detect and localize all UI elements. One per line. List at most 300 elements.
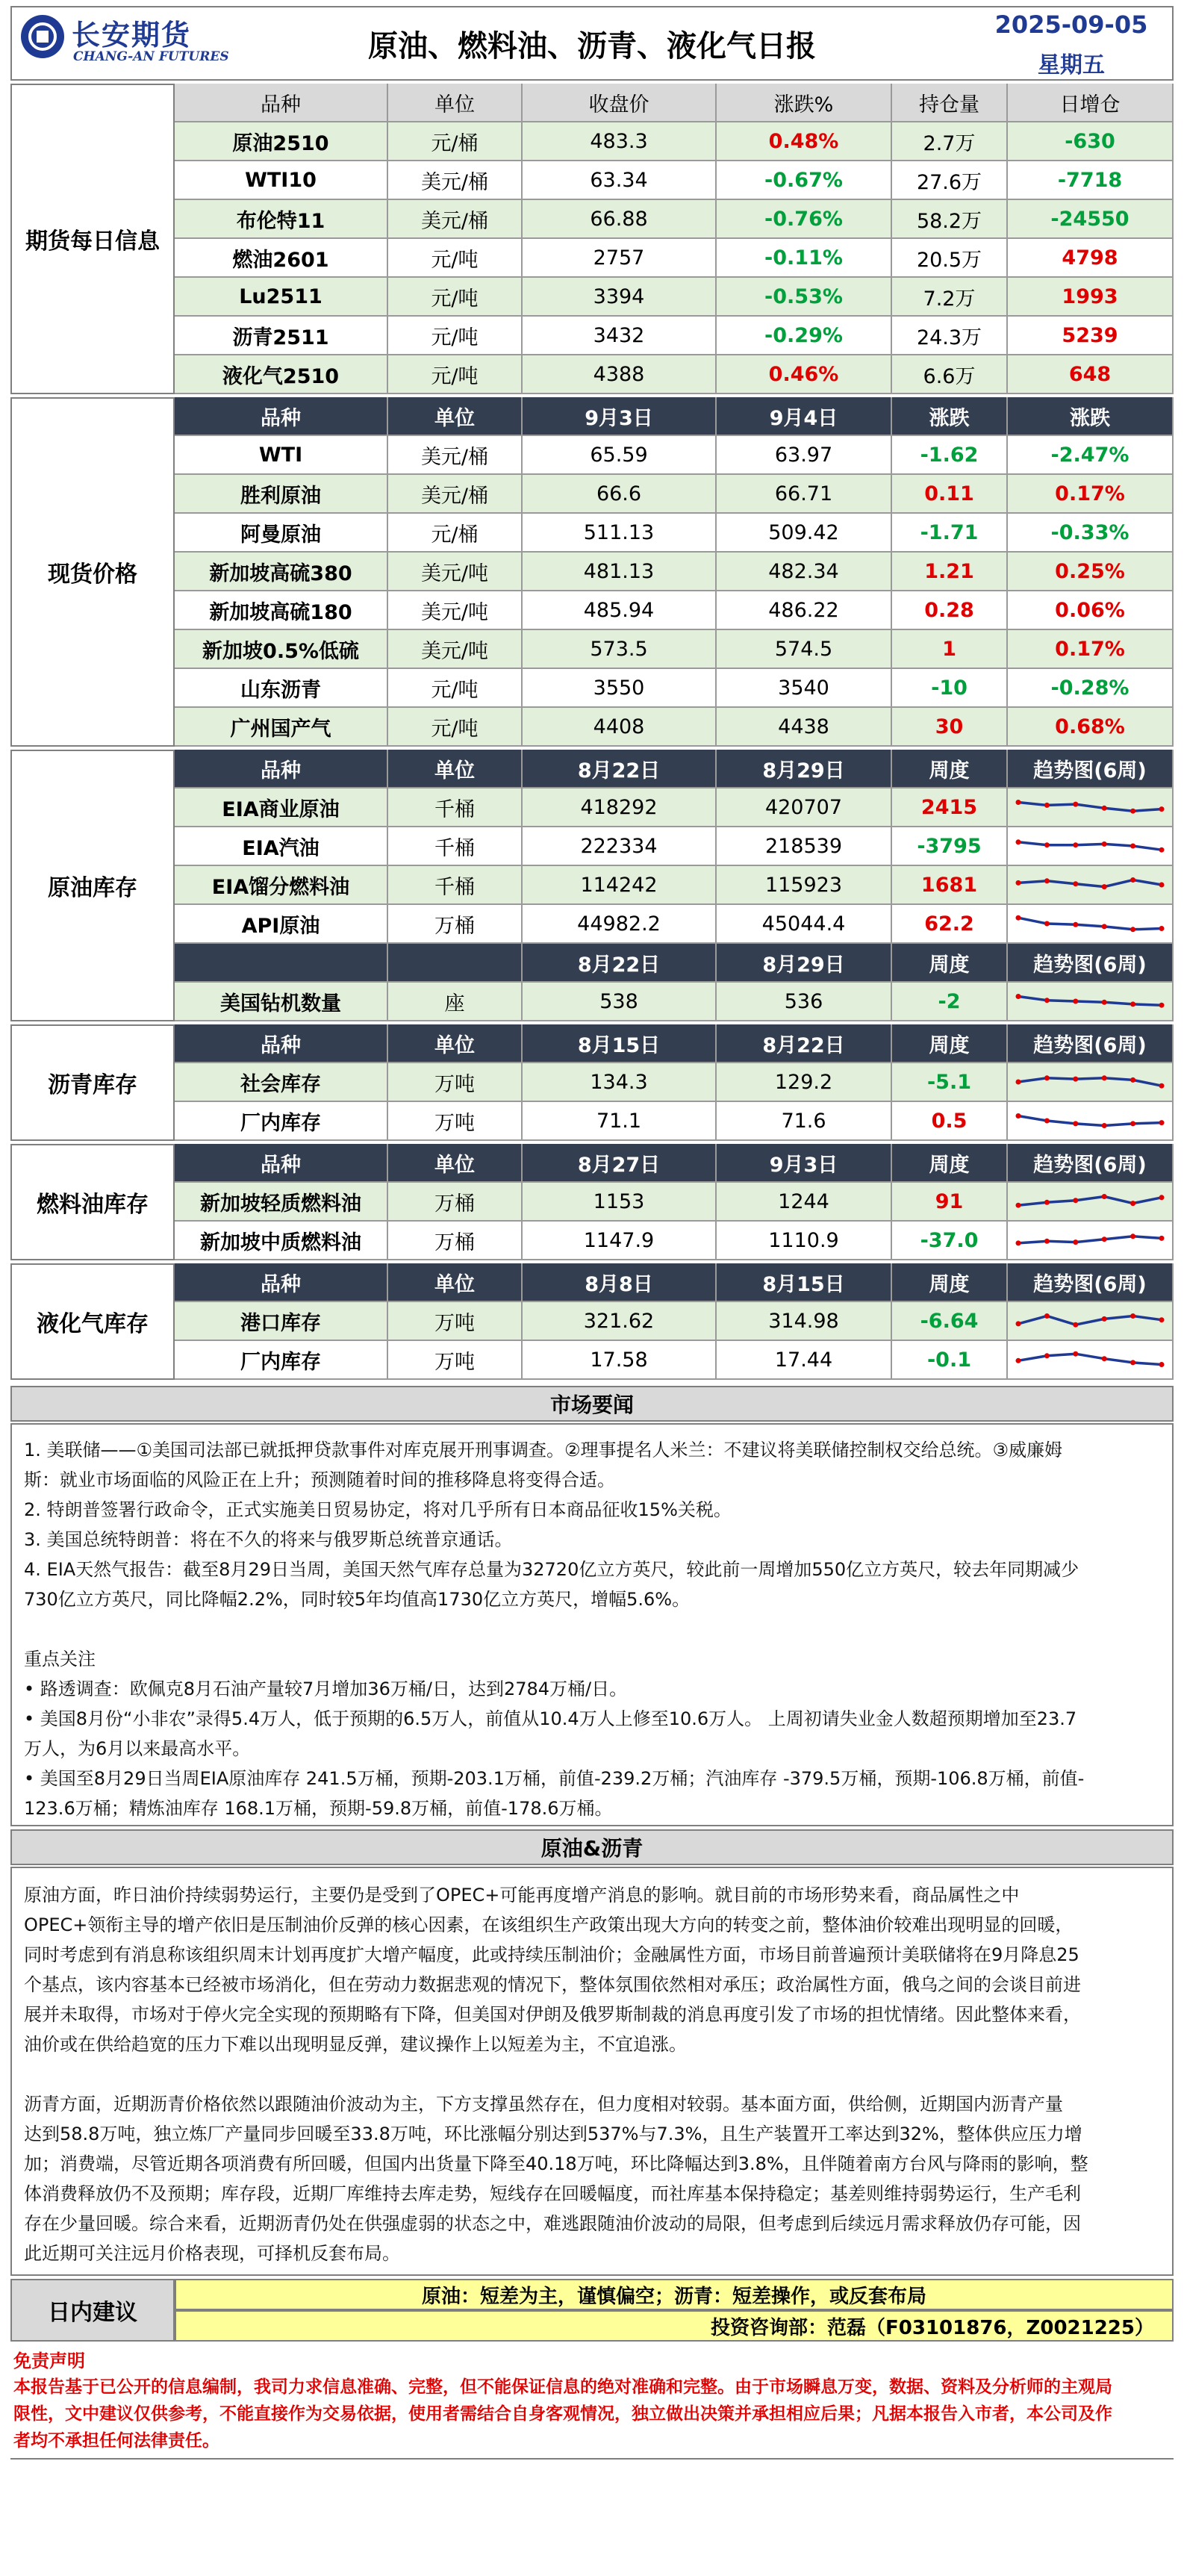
lpg-inventory-section-label: 液化气库存 bbox=[10, 1263, 175, 1380]
spot-row-change: -10 bbox=[892, 669, 1008, 708]
sparkline-point bbox=[1016, 915, 1021, 921]
sparkline-point bbox=[1130, 1077, 1135, 1083]
market-news-line: 1. 美联储——①美国司法部已就抵押贷款事件对库克展开刑事调查。②理事提名人米兰：不建议将美联储控制权交给总统。③威廉姆 bbox=[24, 1440, 1063, 1460]
report-date: 2025-09-05 bbox=[994, 10, 1148, 39]
analysis-line: 此近期可关注远月价格表现，可择机反套布局。 bbox=[24, 2243, 400, 2264]
spot-row-price-day2: 4438 bbox=[717, 708, 892, 747]
rig-header-col-2: 8月22日 bbox=[523, 944, 717, 983]
spot-row-price-day1: 4408 bbox=[523, 708, 717, 747]
spot-row-price-day2: 482.34 bbox=[717, 553, 892, 591]
futures-row-daily-oi-change: -630 bbox=[1008, 122, 1174, 161]
asphalt-inventory-header-col-2: 8月15日 bbox=[523, 1024, 717, 1063]
sparkline-point bbox=[1159, 1362, 1165, 1367]
futures-header-col-5: 日增仓 bbox=[1008, 84, 1174, 122]
spot-row-price-day2: 3540 bbox=[717, 669, 892, 708]
crude-inventory-row-value-1: 114242 bbox=[523, 866, 717, 905]
spot-row-unit: 元/吨 bbox=[388, 708, 523, 747]
company-name-en: CHANG-AN FUTURES bbox=[73, 49, 229, 64]
sparkline-point bbox=[1016, 1113, 1021, 1119]
crude-inventory-row-trend-sparkline bbox=[1011, 829, 1169, 863]
futures-row-unit: 美元/桶 bbox=[388, 161, 523, 200]
futures-row-daily-oi-change: -7718 bbox=[1008, 161, 1174, 200]
futures-header-col-4: 持仓量 bbox=[892, 84, 1008, 122]
sparkline-point bbox=[1044, 1075, 1050, 1080]
spot-row-name: 新加坡高硫380 bbox=[175, 553, 388, 591]
sparkline-point bbox=[1073, 1239, 1078, 1245]
futures-row-close: 4388 bbox=[523, 355, 717, 394]
rig-header-col-5: 趋势图(6周) bbox=[1008, 944, 1174, 983]
sparkline-point bbox=[1044, 921, 1050, 927]
lpg-inventory-row-value-2: 17.44 bbox=[717, 1341, 892, 1380]
crude-inventory-row-trend-sparkline bbox=[1011, 868, 1169, 902]
crude-inventory-row-weekly-change: 62.2 bbox=[892, 905, 1008, 944]
sparkline-path bbox=[1018, 1354, 1162, 1364]
spot-row-price-day2: 574.5 bbox=[717, 630, 892, 669]
spot-section-label: 现货价格 bbox=[10, 397, 175, 747]
spot-row-change: -1.62 bbox=[892, 436, 1008, 475]
report-title: 原油、燃料油、沥青、液化气日报 bbox=[368, 28, 816, 63]
spot-row-unit: 美元/桶 bbox=[388, 475, 523, 514]
sparkline-point bbox=[1130, 1360, 1135, 1365]
market-news-line: • 美国至8月29日当周EIA原油库存 241.5万桶，预期-203.1万桶，前值-239.2万桶；汽油库存 -379.5万桶，预期-106.8万桶，前值- bbox=[24, 1768, 1085, 1789]
fuel-oil-inventory-header-col-3: 9月3日 bbox=[717, 1144, 892, 1183]
lpg-inventory-header-col-3: 8月15日 bbox=[717, 1263, 892, 1302]
futures-row-open-interest: 27.6万 bbox=[892, 161, 1008, 200]
lpg-inventory-row-unit: 万吨 bbox=[388, 1341, 523, 1380]
futures-row-close: 2757 bbox=[523, 239, 717, 278]
spot-header-col-0: 品种 bbox=[175, 397, 388, 436]
crude-inventory-row-weekly-change: 1681 bbox=[892, 866, 1008, 905]
futures-row-name: 液化气2510 bbox=[175, 355, 388, 394]
futures-header-col-1: 单位 bbox=[388, 84, 523, 122]
lpg-inventory-row-unit: 万吨 bbox=[388, 1302, 523, 1341]
company-name-cn: 长安期货 bbox=[72, 19, 192, 52]
futures-row-name: 布伦特11 bbox=[175, 200, 388, 239]
rig-header-col-1 bbox=[388, 944, 523, 983]
spot-row-unit: 元/吨 bbox=[388, 669, 523, 708]
sparkline-point bbox=[1016, 1321, 1021, 1326]
spot-row-price-day1: 511.13 bbox=[523, 514, 717, 553]
asphalt-inventory-row-weekly-change: -5.1 bbox=[892, 1063, 1008, 1102]
spot-row-name: 胜利原油 bbox=[175, 475, 388, 514]
futures-section-label: 期货每日信息 bbox=[10, 84, 175, 394]
spot-row-change-pct: 0.06% bbox=[1008, 591, 1174, 630]
spot-row-unit: 元/桶 bbox=[388, 514, 523, 553]
sparkline-path bbox=[1018, 1197, 1162, 1206]
futures-header-col-0: 品种 bbox=[175, 84, 388, 122]
futures-row-name: 燃油2601 bbox=[175, 239, 388, 278]
market-news-line: 4. EIA天然气报告：截至8月29日当周，美国天然气库存总量为32720亿立方英尺，较此前一周增加550亿立方英尺，较去年同期减少 bbox=[24, 1559, 1079, 1580]
spot-row-name: 阿曼原油 bbox=[175, 514, 388, 553]
analysis-line: 达到58.8万吨，独立炼厂产量同步回暖至33.8万吨，环比涨幅分别达到537%与7.3%，且生产装置开工率达到32%，整体供应压力增 bbox=[24, 2124, 1082, 2144]
spot-row-price-day2: 486.22 bbox=[717, 591, 892, 630]
crude-inventory-row-name: EIA汽油 bbox=[175, 827, 388, 866]
market-news-body bbox=[10, 1423, 1174, 1826]
spot-row-change: 0.28 bbox=[892, 591, 1008, 630]
sparkline-point bbox=[1073, 1351, 1078, 1357]
lpg-inventory-row-name: 厂内库存 bbox=[175, 1341, 388, 1380]
crude-inventory-row-value-1: 222334 bbox=[523, 827, 717, 866]
futures-row-daily-oi-change: 5239 bbox=[1008, 317, 1174, 355]
crude-inventory-header-col-0: 品种 bbox=[175, 750, 388, 788]
fuel-oil-inventory-section-label: 燃料油库存 bbox=[10, 1144, 175, 1260]
futures-row-close: 3394 bbox=[523, 278, 717, 317]
bottom-divider bbox=[10, 2458, 1174, 2460]
crude-inventory-header-col-3: 8月29日 bbox=[717, 750, 892, 788]
fuel-oil-inventory-header-col-0: 品种 bbox=[175, 1144, 388, 1183]
futures-row-unit: 元/吨 bbox=[388, 278, 523, 317]
futures-row-change-pct: 0.48% bbox=[717, 122, 892, 161]
disclaimer-line: 限性，文中建议仅供参考，不能直接作为交易依据，使用者需结合自身客观情况，独立做出决策并承担相应后果；凡据本报告入市者，本公司及作 bbox=[13, 2404, 1112, 2424]
spot-row-unit: 美元/吨 bbox=[388, 553, 523, 591]
spot-header-col-1: 单位 bbox=[388, 397, 523, 436]
crude-inventory-row-value-1: 418292 bbox=[523, 788, 717, 827]
spot-row-price-day2: 66.71 bbox=[717, 475, 892, 514]
spot-row-price-day2: 63.97 bbox=[717, 436, 892, 475]
rig-header-col-4: 周度 bbox=[892, 944, 1008, 983]
sparkline-point bbox=[1102, 1123, 1107, 1128]
rig-header-col-0 bbox=[175, 944, 388, 983]
market-news-line: • 美国8月份“小非农”录得5.4万人，低于预期的6.5万人，前值从10.4万人上修至10.6万人。 上周初请失业金人数超预期增加至23.7 bbox=[24, 1708, 1077, 1729]
futures-header-col-2: 收盘价 bbox=[523, 84, 717, 122]
sparkline-point bbox=[1102, 1316, 1107, 1322]
analysis-body bbox=[10, 1867, 1174, 2276]
sparkline-point bbox=[1016, 1240, 1021, 1245]
spot-row-change-pct: -2.47% bbox=[1008, 436, 1174, 475]
crude-inventory-row-trend-sparkline bbox=[1011, 906, 1169, 941]
market-news-line: 斯：就业市场面临的风险正在上升；预测随着时间的推移降息将变得合适。 bbox=[24, 1469, 615, 1490]
asphalt-inventory-row-trend-sparkline bbox=[1011, 1104, 1169, 1138]
crude-inventory-header-col-2: 8月22日 bbox=[523, 750, 717, 788]
analysis-line: 存在少量回暖。综合来看，近期沥青仍处在供强虚弱的状态之中，难逃跟随油价波动的局限，但考虑到后续远月需求释放仍存可能，因 bbox=[24, 2213, 1081, 2234]
market-news-line: 730亿立方英尺，同比降幅2.2%，同时较5年均值高1730亿立方英尺，增幅5.6%。 bbox=[24, 1589, 691, 1610]
spot-row-change-pct: -0.33% bbox=[1008, 514, 1174, 553]
lpg-inventory-row-trend-sparkline bbox=[1011, 1304, 1169, 1338]
fuel-oil-inventory-row-value-2: 1110.9 bbox=[717, 1222, 892, 1260]
sparkline-point bbox=[1016, 839, 1021, 844]
spot-row-change-pct: 0.25% bbox=[1008, 553, 1174, 591]
crude-inventory-row-unit: 万桶 bbox=[388, 905, 523, 944]
sparkline-point bbox=[1073, 1322, 1078, 1328]
sparkline-point bbox=[1159, 1236, 1165, 1241]
crude-inventory-row-value-2: 420707 bbox=[717, 788, 892, 827]
spot-row-change: 1 bbox=[892, 630, 1008, 669]
futures-row-unit: 元/桶 bbox=[388, 122, 523, 161]
analysis-line: 展并未取得，市场对于停火完全实现的预期略有下降，但美国对伊朗及俄罗斯制裁的消息再度引发了市场的担忧情绪。因此整体来看， bbox=[24, 2004, 1081, 2025]
crude-inventory-header-col-5: 趋势图(6周) bbox=[1008, 750, 1174, 788]
crude-inventory-row-value-1: 44982.2 bbox=[523, 905, 717, 944]
lpg-inventory-header-col-0: 品种 bbox=[175, 1263, 388, 1302]
sparkline-point bbox=[1130, 809, 1135, 814]
crude-inventory-header-col-1: 单位 bbox=[388, 750, 523, 788]
sparkline-point bbox=[1016, 1080, 1021, 1085]
analysis-line: 加；消费端，尽管近期各项消费有所回暖，但国内出货量下降至40.18万吨，环比降幅达到3.8%，且伴随着南方台风与降雨的影响，整 bbox=[24, 2153, 1088, 2174]
rig-count-unit: 座 bbox=[388, 983, 523, 1021]
analysis-line: 沥青方面，近期沥青价格依然以跟随油价波动为主，下方支撑虽然存在，但力度相对较弱。基本面方面，供给侧，近期国内沥青产量 bbox=[24, 2094, 1063, 2115]
sparkline-point bbox=[1159, 847, 1165, 853]
futures-row-open-interest: 24.3万 bbox=[892, 317, 1008, 355]
sparkline-point bbox=[1102, 884, 1107, 889]
crude-inventory-row-unit: 千桶 bbox=[388, 788, 523, 827]
sparkline-point bbox=[1073, 881, 1078, 886]
sparkline-path bbox=[1018, 1116, 1162, 1126]
crude-inventory-row-weekly-change: 2415 bbox=[892, 788, 1008, 827]
sparkline-point bbox=[1159, 883, 1165, 888]
fuel-oil-inventory-row-weekly-change: -37.0 bbox=[892, 1222, 1008, 1260]
disclaimer-title: 免责声明 bbox=[13, 2351, 85, 2371]
spot-row-unit: 美元/桶 bbox=[388, 436, 523, 475]
disclaimer-line: 本报告基于已公开的信息编制，我司力求信息准确、完整，但不能保证信息的绝对准确和完整。由于市场瞬息万变，数据、资料及分析师的主观局 bbox=[13, 2377, 1112, 2397]
futures-row-unit: 元/吨 bbox=[388, 355, 523, 394]
sparkline-point bbox=[1016, 1203, 1021, 1208]
sparkline-path bbox=[1018, 880, 1162, 887]
advice-advisor: 投资咨询部：范磊（F03101876，Z0021225） bbox=[175, 2310, 1174, 2342]
spot-header-col-2: 9月3日 bbox=[523, 397, 717, 436]
spot-row-name: 山东沥青 bbox=[175, 669, 388, 708]
market-news-line: 万人，为6月以来最高水平。 bbox=[24, 1738, 251, 1759]
lpg-inventory-row-value-1: 17.58 bbox=[523, 1341, 717, 1380]
sparkline-point bbox=[1102, 841, 1107, 847]
spot-row-change: 30 bbox=[892, 708, 1008, 747]
advice-label: 日内建议 bbox=[10, 2279, 175, 2342]
sparkline-point bbox=[1044, 1239, 1050, 1244]
analysis-line: 体消费释放仍不及预期；库存段，近期厂库维持去库走势，短线存在回暖幅度，而社库基本保持稳定；基差则维持弱势运行，生产毛利 bbox=[24, 2183, 1081, 2204]
futures-row-open-interest: 7.2万 bbox=[892, 278, 1008, 317]
spot-row-price-day2: 509.42 bbox=[717, 514, 892, 553]
analysis-line bbox=[24, 2059, 1160, 2089]
futures-row-name: 沥青2511 bbox=[175, 317, 388, 355]
spot-row-price-day1: 65.59 bbox=[523, 436, 717, 475]
asphalt-inventory-header-col-0: 品种 bbox=[175, 1024, 388, 1063]
sparkline-point bbox=[1130, 1233, 1135, 1239]
asphalt-inventory-row-name: 社会库存 bbox=[175, 1063, 388, 1102]
sparkline-point bbox=[1102, 806, 1107, 811]
asphalt-inventory-row-name: 厂内库存 bbox=[175, 1102, 388, 1141]
rig-count-value-2: 536 bbox=[717, 983, 892, 1021]
futures-row-change-pct: -0.29% bbox=[717, 317, 892, 355]
fuel-oil-inventory-row-value-1: 1153 bbox=[523, 1183, 717, 1222]
lpg-inventory-row-name: 港口库存 bbox=[175, 1302, 388, 1341]
sparkline-point bbox=[1073, 842, 1078, 847]
futures-row-change-pct: -0.11% bbox=[717, 239, 892, 278]
asphalt-inventory-row-weekly-change: 0.5 bbox=[892, 1102, 1008, 1141]
sparkline-point bbox=[1159, 1083, 1165, 1089]
market-news-title: 市场要闻 bbox=[10, 1386, 1174, 1422]
sparkline-point bbox=[1073, 802, 1078, 807]
rig-count-value-1: 538 bbox=[523, 983, 717, 1021]
market-news-line bbox=[24, 1614, 1160, 1644]
sparkline-path bbox=[1018, 1078, 1162, 1086]
futures-row-open-interest: 2.7万 bbox=[892, 122, 1008, 161]
asphalt-inventory-header-col-4: 周度 bbox=[892, 1024, 1008, 1063]
spot-row-price-day1: 3550 bbox=[523, 669, 717, 708]
crude-inventory-row-name: EIA馏分燃料油 bbox=[175, 866, 388, 905]
sparkline-point bbox=[1016, 880, 1021, 886]
asphalt-inventory-row-value-2: 71.6 bbox=[717, 1102, 892, 1141]
lpg-inventory-row-trend-sparkline bbox=[1011, 1343, 1169, 1377]
fuel-oil-inventory-row-weekly-change: 91 bbox=[892, 1183, 1008, 1222]
sparkline-path bbox=[1018, 997, 1162, 1006]
advice-text: 原油：短差为主，谨慎偏空；沥青：短差操作，或反套布局 bbox=[175, 2279, 1174, 2310]
analysis-line: 个基点，该内容基本已经被市场消化，但在劳动力数据悲观的情况下，整体氛围依然相对承压；政治属性方面，俄乌之间的会谈目前进 bbox=[24, 1974, 1081, 1995]
sparkline-point bbox=[1102, 1236, 1107, 1242]
crude-inventory-row-name: EIA商业原油 bbox=[175, 788, 388, 827]
spot-header-col-3: 9月4日 bbox=[717, 397, 892, 436]
spot-row-change-pct: 0.17% bbox=[1008, 475, 1174, 514]
futures-row-open-interest: 6.6万 bbox=[892, 355, 1008, 394]
fuel-oil-inventory-row-trend-sparkline bbox=[1011, 1223, 1169, 1257]
sparkline-point bbox=[1073, 1198, 1078, 1203]
sparkline-point bbox=[1159, 1195, 1165, 1200]
market-news-line: 重点关注 bbox=[24, 1649, 96, 1670]
spot-row-name: 新加坡0.5%低硫 bbox=[175, 630, 388, 669]
crude-inventory-row-trend-sparkline bbox=[1011, 790, 1169, 824]
analysis-line: 油价或在供给趋宽的压力下难以出现明显反弹，建议操作上以短差为主，不宜追涨。 bbox=[24, 2034, 687, 2055]
sparkline-point bbox=[1130, 877, 1135, 883]
sparkline-point bbox=[1073, 922, 1078, 927]
asphalt-inventory-row-unit: 万吨 bbox=[388, 1102, 523, 1141]
asphalt-inventory-header-col-1: 单位 bbox=[388, 1024, 523, 1063]
asphalt-inventory-header-col-3: 8月22日 bbox=[717, 1024, 892, 1063]
asphalt-inventory-header-col-5: 趋势图(6周) bbox=[1008, 1024, 1174, 1063]
spot-row-change-pct: -0.28% bbox=[1008, 669, 1174, 708]
futures-row-daily-oi-change: 1993 bbox=[1008, 278, 1174, 317]
sparkline-point bbox=[1016, 800, 1021, 805]
spot-row-price-day1: 481.13 bbox=[523, 553, 717, 591]
spot-row-change: -1.71 bbox=[892, 514, 1008, 553]
futures-row-open-interest: 58.2万 bbox=[892, 200, 1008, 239]
analysis-line: 原油方面，昨日油价持续弱势运行，主要仍是受到了OPEC+可能再度增产消息的影响。就目前的市场形势来看，商品属性之中 bbox=[24, 1885, 1020, 1905]
sparkline-point bbox=[1044, 842, 1050, 847]
fuel-oil-inventory-row-name: 新加坡轻质燃料油 bbox=[175, 1183, 388, 1222]
sparkline-point bbox=[1102, 1194, 1107, 1199]
crude-inventory-section-label: 原油库存 bbox=[10, 750, 175, 1021]
sparkline-point bbox=[1073, 1077, 1078, 1082]
futures-row-change-pct: -0.53% bbox=[717, 278, 892, 317]
sparkline-point bbox=[1102, 1356, 1107, 1361]
asphalt-inventory-row-value-1: 71.1 bbox=[523, 1102, 717, 1141]
asphalt-inventory-row-trend-sparkline bbox=[1011, 1065, 1169, 1099]
spot-row-price-day1: 485.94 bbox=[523, 591, 717, 630]
fuel-oil-inventory-row-name: 新加坡中质燃料油 bbox=[175, 1222, 388, 1260]
spot-header-col-5: 涨跌 bbox=[1008, 397, 1174, 436]
sparkline-point bbox=[1044, 1119, 1050, 1124]
futures-row-close: 63.34 bbox=[523, 161, 717, 200]
fuel-oil-inventory-row-value-2: 1244 bbox=[717, 1183, 892, 1222]
futures-row-close: 3432 bbox=[523, 317, 717, 355]
rig-count-weekly-change: -2 bbox=[892, 983, 1008, 1021]
spot-row-price-day1: 66.6 bbox=[523, 475, 717, 514]
asphalt-inventory-section-label: 沥青库存 bbox=[10, 1024, 175, 1141]
sparkline-path bbox=[1018, 1316, 1162, 1325]
futures-row-change-pct: -0.76% bbox=[717, 200, 892, 239]
market-news-line: • 路透调查：欧佩克8月石油产量较7月增加36万桶/日，达到2784万桶/日。 bbox=[24, 1679, 628, 1699]
sparkline-point bbox=[1130, 844, 1135, 849]
crude-inventory-row-value-2: 115923 bbox=[717, 866, 892, 905]
crude-inventory-row-unit: 千桶 bbox=[388, 866, 523, 905]
spot-row-price-day1: 573.5 bbox=[523, 630, 717, 669]
sparkline-path bbox=[1018, 1236, 1162, 1243]
futures-row-close: 66.88 bbox=[523, 200, 717, 239]
crude-inventory-row-value-2: 218539 bbox=[717, 827, 892, 866]
crude-inventory-row-weekly-change: -3795 bbox=[892, 827, 1008, 866]
rig-count-trend-sparkline bbox=[1011, 984, 1169, 1018]
market-news-line: 2. 特朗普签署行政命令，正式实施美日贸易协定，将对几乎所有日本商品征收15%关税。 bbox=[24, 1499, 732, 1520]
sparkline-point bbox=[1130, 1121, 1135, 1126]
sparkline-point bbox=[1044, 1313, 1050, 1319]
sparkline-point bbox=[1102, 1000, 1107, 1005]
fuel-oil-inventory-row-unit: 万桶 bbox=[388, 1222, 523, 1260]
sparkline-path bbox=[1018, 803, 1162, 812]
market-news-line: 123.6万桶；精炼油库存 168.1万桶，预期-59.8万桶，前值-178.6万桶。 bbox=[24, 1798, 613, 1819]
lpg-inventory-row-value-1: 321.62 bbox=[523, 1302, 717, 1341]
market-news-line: 3. 美国总统特朗普：将在不久的将来与俄罗斯总统普京通话。 bbox=[24, 1529, 513, 1550]
fuel-oil-inventory-header-col-4: 周度 bbox=[892, 1144, 1008, 1183]
futures-row-daily-oi-change: 648 bbox=[1008, 355, 1174, 394]
lpg-inventory-header-col-1: 单位 bbox=[388, 1263, 523, 1302]
lpg-inventory-row-value-2: 314.98 bbox=[717, 1302, 892, 1341]
sparkline-point bbox=[1016, 1358, 1021, 1363]
spot-row-name: WTI bbox=[175, 436, 388, 475]
crude-inventory-row-value-2: 45044.4 bbox=[717, 905, 892, 944]
sparkline-point bbox=[1130, 1313, 1135, 1319]
sparkline-point bbox=[1073, 999, 1078, 1004]
rig-header-col-3: 8月29日 bbox=[717, 944, 892, 983]
fuel-oil-inventory-row-unit: 万桶 bbox=[388, 1183, 523, 1222]
asphalt-inventory-row-unit: 万吨 bbox=[388, 1063, 523, 1102]
asphalt-inventory-row-value-1: 134.3 bbox=[523, 1063, 717, 1102]
spot-row-name: 新加坡高硫180 bbox=[175, 591, 388, 630]
sparkline-point bbox=[1159, 806, 1165, 812]
sparkline-path bbox=[1018, 918, 1162, 930]
fuel-oil-inventory-header-col-2: 8月27日 bbox=[523, 1144, 717, 1183]
sparkline-path bbox=[1018, 842, 1162, 850]
futures-row-name: Lu2511 bbox=[175, 278, 388, 317]
report-weekday: 星期五 bbox=[1038, 52, 1105, 78]
spot-header-col-4: 涨跌 bbox=[892, 397, 1008, 436]
futures-row-daily-oi-change: 4798 bbox=[1008, 239, 1174, 278]
spot-row-change-pct: 0.17% bbox=[1008, 630, 1174, 669]
analysis-title: 原油&沥青 bbox=[10, 1829, 1174, 1865]
lpg-inventory-header-col-5: 趋势图(6周) bbox=[1008, 1263, 1174, 1302]
fuel-oil-inventory-row-value-1: 1147.9 bbox=[523, 1222, 717, 1260]
futures-row-name: WTI10 bbox=[175, 161, 388, 200]
spot-row-unit: 美元/吨 bbox=[388, 630, 523, 669]
sparkline-point bbox=[1130, 1201, 1135, 1206]
sparkline-point bbox=[1044, 803, 1050, 808]
futures-row-unit: 元/吨 bbox=[388, 317, 523, 355]
futures-header-col-3: 涨跌% bbox=[717, 84, 892, 122]
sparkline-point bbox=[1044, 1353, 1050, 1358]
fuel-oil-inventory-header-col-5: 趋势图(6周) bbox=[1008, 1144, 1174, 1183]
sparkline-point bbox=[1159, 1003, 1165, 1008]
analysis-line: 同时考虑到有消息称该组织周末计划再度扩大增产幅度，此或持续压制油价；金融属性方面，市场目前普遍预计美联储将在9月降息25 bbox=[24, 1944, 1079, 1965]
sparkline-point bbox=[1130, 927, 1135, 932]
crude-inventory-header-col-4: 周度 bbox=[892, 750, 1008, 788]
sparkline-point bbox=[1073, 1121, 1078, 1126]
sparkline-point bbox=[1159, 1120, 1165, 1125]
asphalt-inventory-row-value-2: 129.2 bbox=[717, 1063, 892, 1102]
futures-row-change-pct: 0.46% bbox=[717, 355, 892, 394]
spot-row-unit: 美元/吨 bbox=[388, 591, 523, 630]
sparkline-point bbox=[1159, 1317, 1165, 1322]
fuel-oil-inventory-header-col-1: 单位 bbox=[388, 1144, 523, 1183]
futures-row-name: 原油2510 bbox=[175, 122, 388, 161]
sparkline-point bbox=[1044, 1200, 1050, 1205]
disclaimer-line: 者均不承担任何法律责任。 bbox=[13, 2431, 219, 2451]
futures-row-daily-oi-change: -24550 bbox=[1008, 200, 1174, 239]
spot-row-name: 广州国产气 bbox=[175, 708, 388, 747]
